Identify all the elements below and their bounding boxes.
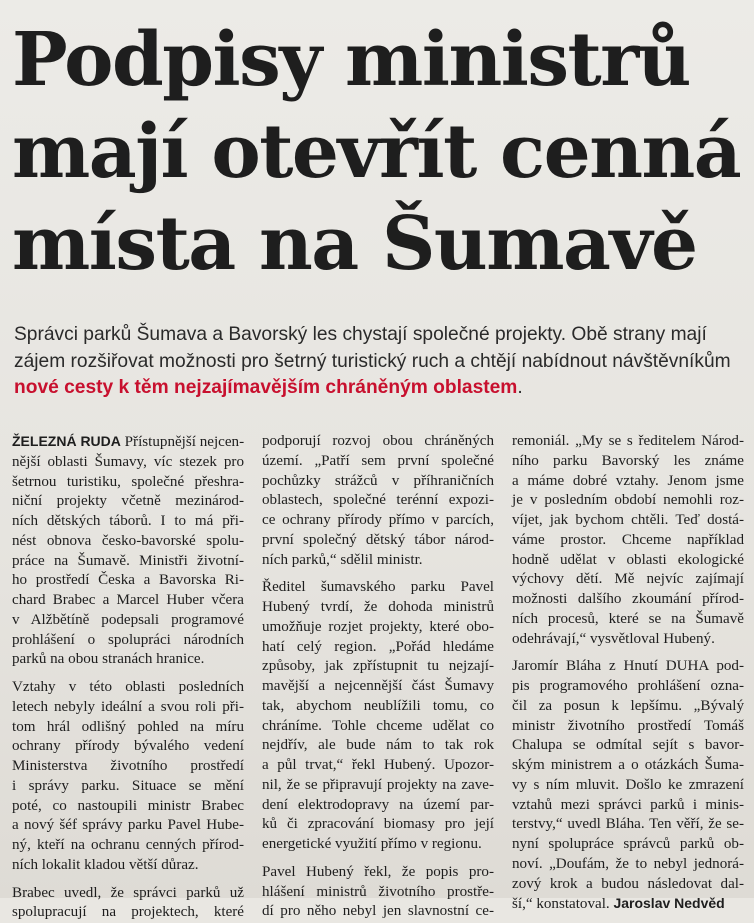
column-line: vztahů mezi správci parků i minis- [512, 796, 744, 813]
column-line: území. „Patří sem první společné [262, 452, 494, 469]
column-line: ho prostředí Česka a Bavorska Ri- [12, 572, 244, 589]
headline [12, 14, 752, 290]
headline-line: mají otevřít cenná [12, 109, 741, 195]
column-line: umožňuje rozjet projekty, které obo- [262, 618, 494, 635]
column-line: ního parku Bavorský les známe [512, 452, 744, 469]
column-line: tom hrál odlišný pohled na míru [12, 718, 244, 735]
article-column-3 [512, 432, 744, 915]
column-line: první společný dětský tábor národ- [262, 531, 494, 548]
column-line: podporují rozvoj obou chráněných [262, 433, 494, 449]
column-line: spolupracují na projektech, které [12, 904, 244, 921]
column-line: šetrnou turistiku, společné přeshra- [12, 473, 244, 490]
column-line: Pavel Hubený řekl, že popis pro- [262, 863, 494, 880]
column-line: v Alžbětíně podepsali programové [12, 611, 244, 628]
column-line: nyní spolupráce správců parků ob- [512, 836, 744, 852]
author-byline: Jaroslav Nedvěd [613, 895, 725, 912]
column-line: Jaromír Bláha z Hnutí DUHA pod- [512, 658, 744, 675]
column-line: i správy parku. Situace se mění [12, 777, 244, 794]
column-line: čil za posun k lepšímu. „Bývalý [512, 697, 744, 714]
column-line: možnosti dalšího zkoumání přírod- [512, 591, 744, 607]
column-line: poté, co nastoupili ministr Brabec [12, 797, 244, 814]
column-line: hodně udělat v oblasti ekologické [512, 551, 744, 568]
column-line: Ministerstva životního prostředí [12, 758, 244, 774]
column-line: tak, abychom neublížili tomu, co [262, 697, 494, 714]
column-line: pochůzky strážců v příhraničních [262, 472, 494, 489]
column-line: ků či zpracování biomasy pro její [262, 816, 494, 833]
column-line: vy s ním mluvit. Došlo ke zmrazení [512, 776, 744, 793]
lead-paragraph [14, 322, 742, 402]
headline-line: Podpisy ministrů [12, 17, 690, 103]
column-line: ních parků,“ sdělil ministr. [262, 551, 423, 568]
column-line: terstvy,“ uvedl Bláha. Ten věří, že se- [512, 816, 744, 833]
column-line: hlášení ministrů životního prostře- [262, 883, 494, 900]
column-line: ný, kteří na ochranu cenných přírod- [12, 837, 244, 853]
column-line: Hubený tvrdí, že dohoda ministrů [262, 599, 494, 615]
column-line: nil, že se připravují projekty na zave- [262, 776, 494, 793]
column-line: ce ochrany přírody přímo v parcích, [262, 512, 494, 528]
column-line: prohlášení o spolupráci národních [12, 631, 244, 648]
column-line: váme prostor. Chceme například [512, 531, 744, 548]
column-line: práce na Šumavě. Ministři životní- [12, 552, 244, 569]
lead-highlight: nové cesty k těm nejzajímavějším chráněným oblastem [14, 377, 518, 398]
lead-end: . [517, 377, 523, 398]
column-line: letech nebyly ideální a svou roli při- [12, 698, 244, 715]
column-line: chráníme. Tohle chceme udělat co [262, 717, 494, 734]
column-line: ních procesů, které se na Šumavě [512, 610, 744, 627]
column-line: Chalupa se odmítal sejít s bavor- [512, 737, 744, 754]
article-column-1 [12, 432, 244, 923]
column-line: a nový šéf správy parku Pavel Hube- [12, 817, 244, 834]
column-line: ší,“ konstatoval. Jaroslav Nedvěd [512, 895, 725, 913]
column-line: ních lokalit kladou větší důraz. [12, 856, 199, 873]
column-line: nejdřív, ale bude nám to tak rok [262, 737, 494, 754]
column-line: a máme dobré vztahy. Jenom jsme [512, 472, 744, 489]
column-line: niční projekty včetně mezinárod- [12, 493, 244, 510]
column-line: víjet, jak bychom chtěli. Teď dostá- [512, 512, 744, 528]
article-column-2 [262, 432, 494, 922]
dateline: ŽELEZNÁ RUDA [12, 433, 121, 449]
column-line: ochrany přírody bývalého vedení [12, 738, 244, 755]
column-line: nější oblasti Šumavy, víc stezek pro [12, 453, 244, 470]
column-line: ským ministrem a o otázkách Šuma- [512, 757, 744, 773]
column-line: ŽELEZNÁ RUDA Přístupnější nejcen- [12, 433, 245, 450]
column-line: remoniál. „My se s ředitelem Národ- [512, 433, 744, 449]
column-line: hatí celý region. „Pořád hledáme [262, 638, 494, 655]
column-line: způsoby, jak zpřístupnit tu nejzají- [262, 658, 494, 675]
column-line: parků na obou stranách hranice. [12, 651, 205, 668]
column-line: oblastech, společné terénní expozi- [262, 492, 494, 509]
column-line: mavější a nejcennější část Šumavy [262, 678, 494, 694]
column-line: a půl trvat,“ řekl Hubený. Upozor- [262, 757, 494, 773]
column-line: Vztahy v této oblasti posledních [12, 679, 244, 695]
column-line: Brabec uvedl, že správci parků už [12, 884, 244, 901]
column-line: Ředitel šumavského parku Pavel [262, 579, 494, 596]
column-line: dí pro něho nebyl jen slavnostní ce- [262, 903, 494, 920]
column-line: energetické využití přímo v regionu. [262, 836, 482, 852]
column-line: nést obnova česko-bavorské spolu- [12, 532, 244, 549]
column-line: je v posledním období nemohli roz- [512, 492, 744, 509]
headline-line: místa na Šumavě [12, 201, 697, 287]
column-line: ministr životního prostředí Tomáš [512, 717, 744, 734]
column-line: pis programového prohlášení ozna- [512, 678, 744, 694]
column-line: dení elektrodopravy na území par- [262, 796, 494, 813]
column-line: zový krok a budou následovat dal- [512, 875, 744, 892]
column-line: chard Brabec a Marcel Huber včera [12, 592, 244, 608]
lead-text: Správci parků Šumava a Bavorský les chystají společné projekty. Obě strany mají zájem rozšiřovat možnosti pro šetrný turistický ruch a chtějí nabídnout návštěvníkům [14, 324, 731, 372]
column-line: výchovy dětí. Mě nejvíc zajímají [512, 571, 744, 588]
column-line: ních dětských táborů. I to má při- [12, 513, 244, 529]
column-line: odehrávají,“ vysvětloval Hubený. [512, 630, 715, 647]
column-line: noví. „Doufám, že to nebyl jednorá- [512, 855, 744, 872]
